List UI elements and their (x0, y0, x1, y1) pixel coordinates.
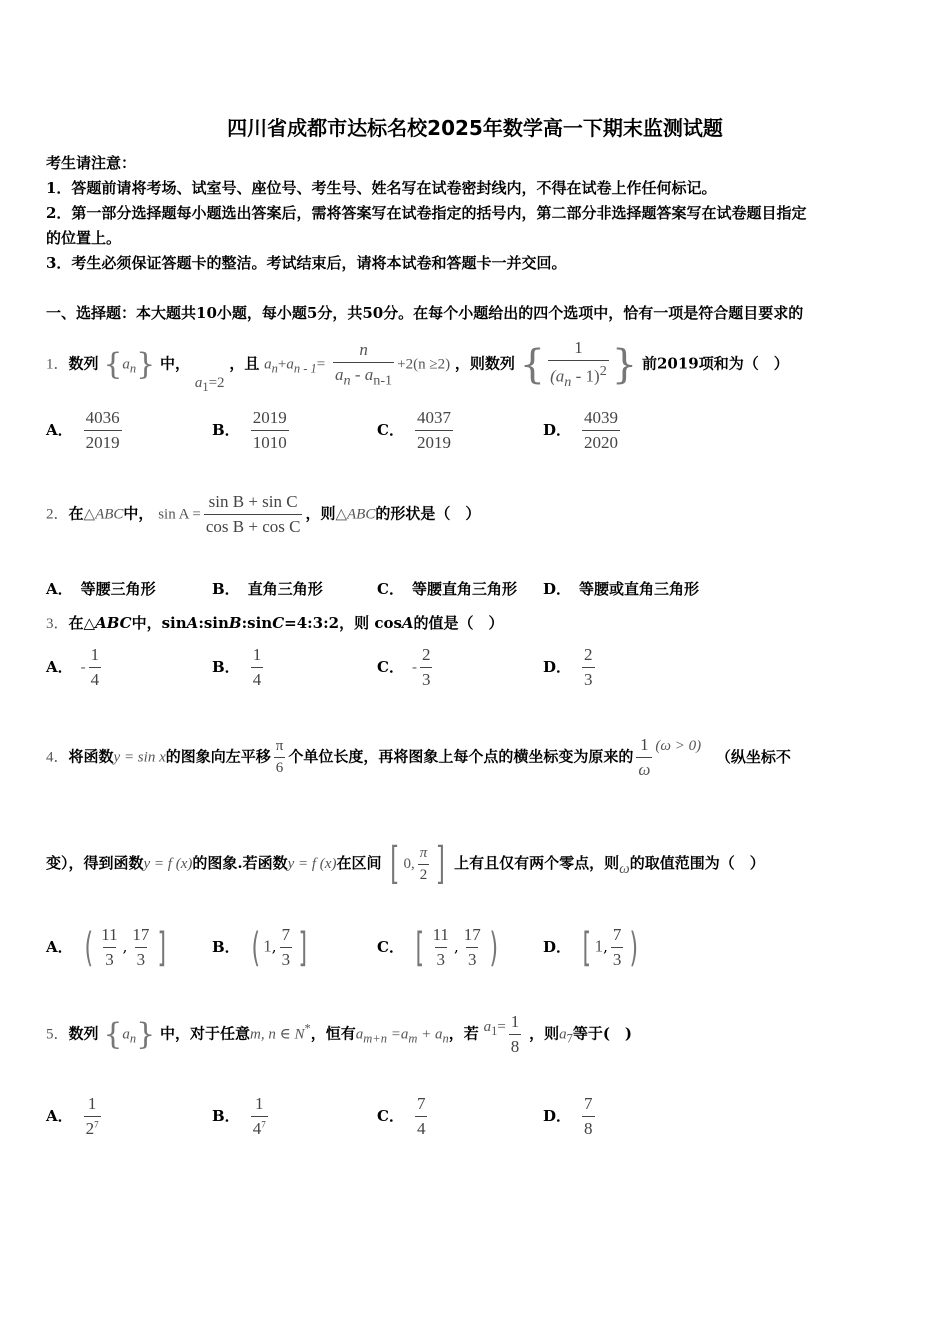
bracket-right: ] (298, 924, 308, 971)
option-a[interactable] (46, 1094, 104, 1139)
math: △ABC (83, 506, 124, 523)
math: - (80, 659, 86, 676)
fraction-numerator: π (275, 738, 284, 754)
q-text: 中， (123, 504, 154, 523)
q-text: 的形状是（ ） (375, 504, 481, 523)
q-text: 前2019项和为（ ） (642, 354, 789, 373)
fraction (611, 925, 624, 970)
question-number: 1． (46, 356, 69, 373)
option-c[interactable] (377, 645, 435, 690)
option-b[interactable]: B． ( 1, $\frac{7}{3}$ ] (212, 924, 308, 971)
fraction (84, 1094, 101, 1139)
q-text: 数列 (68, 1024, 99, 1043)
brace-right: } (136, 1016, 156, 1052)
fraction-numerator: 11 (432, 925, 449, 944)
fraction-denominator: 3 (611, 947, 624, 970)
math-sup: 7 (261, 1119, 266, 1130)
section-heading: 一、选择题：本大题共10小题，每小题5分，共50分。在每个小题给出的四个选项中，恰有一项是符合题目要求的 (46, 304, 804, 322)
option-label: A． (46, 937, 73, 956)
q-text: 中，sin (131, 614, 187, 632)
q-text: 的图象向左平移 (165, 747, 271, 766)
fraction (431, 925, 451, 970)
q-text: ABC (95, 614, 132, 632)
option-label: C． (377, 937, 404, 956)
q-text: ，则 (529, 1024, 560, 1043)
question-5 (46, 1012, 632, 1057)
q-text: 上有且仅有两个零点，则 (454, 854, 620, 872)
math: sin A = (158, 506, 201, 523)
notice-item: 3．考生必须保证答题卡的整洁。考试结束后，请将本试卷和答题卡一并交回。 (46, 254, 567, 272)
fraction-numerator: 7 (584, 1094, 593, 1113)
fraction-numerator: 1 (87, 1094, 97, 1113)
option-label: B． (212, 657, 240, 676)
option-label: A． (46, 657, 73, 676)
math: 0, (403, 856, 415, 872)
math: a (264, 356, 272, 373)
option-label: D． (543, 420, 572, 439)
math: a (559, 1026, 567, 1043)
option-label: A． (46, 420, 73, 439)
fraction (280, 925, 293, 970)
fraction-numerator: 17 (463, 925, 481, 944)
math: 1 (263, 936, 272, 956)
option-d[interactable] (543, 578, 699, 599)
notice-item: 1．答题前请将考场、试室号、座位号、考生号、姓名写在试卷密封线内，不得在试卷上作任何标记。 (46, 179, 717, 197)
q-text: :sin (241, 614, 273, 632)
option-a[interactable]: A． ( $\frac{11}{3}$ , $\frac{17}{3}$ ] (46, 924, 167, 971)
question-4-cont (46, 838, 765, 889)
fraction (130, 925, 151, 970)
option-text: 等腰直角三角形 (411, 580, 517, 598)
fraction-numerator: 1 (254, 1094, 264, 1113)
fraction-denominator: 3 (435, 947, 448, 970)
fraction-numerator: 11 (101, 925, 118, 944)
math: (ω > 0) (655, 737, 702, 754)
q-text: A (401, 614, 414, 632)
option-text: 等腰或直角三角形 (579, 580, 700, 598)
question-4 (46, 735, 791, 780)
math-sub: m (408, 1031, 418, 1046)
notice-item: 的位置上。 (46, 229, 122, 247)
fraction-numerator: 2 (584, 645, 593, 664)
brace-left: { (103, 346, 123, 382)
fraction-numerator: 2019 (252, 408, 287, 427)
math-sub: 1 (491, 1023, 498, 1038)
option-label: B． (212, 580, 240, 598)
fraction-numerator: 7 (281, 925, 291, 944)
math: a (335, 364, 344, 384)
question-3 (46, 612, 504, 633)
fraction-numerator: 17 (132, 925, 150, 944)
math-sup: * (304, 1021, 311, 1036)
fraction-denominator: 1010 (251, 430, 289, 453)
math-sub: n (564, 374, 572, 391)
option-label: A． (46, 580, 73, 598)
fraction-denominator (415, 1116, 428, 1139)
math: a (483, 1018, 492, 1035)
option-label: B． (212, 937, 240, 956)
fraction (582, 1094, 595, 1139)
q-text: （纵坐标不 (715, 747, 791, 766)
fraction-numerator: sin B + sin C (208, 492, 298, 511)
option-text: 等腰三角形 (80, 580, 156, 598)
fraction-denominator: 3 (582, 667, 595, 690)
option-label: D． (543, 1106, 572, 1125)
fraction-denominator: 8 (509, 1034, 522, 1057)
bracket-left: ( (251, 924, 260, 971)
question-2 (46, 492, 480, 537)
q-text: :sin (198, 614, 229, 632)
math-sub: 7 (566, 1031, 573, 1046)
fraction-numerator: 1 (510, 1012, 520, 1031)
math: y = f (x) (143, 856, 193, 872)
math: - (411, 659, 417, 676)
q-text: ，则数列 (454, 354, 515, 373)
question-number: 4． (46, 749, 69, 766)
option-a[interactable] (46, 578, 156, 599)
option-label: C． (377, 580, 404, 598)
fraction (582, 408, 620, 453)
math: - a (350, 364, 374, 384)
option-c[interactable]: C． [ $\frac{11}{3}$ , $\frac{17}{3}$ ) (377, 924, 498, 971)
option-label: B． (212, 1106, 240, 1125)
math: +2(n ≥2) (397, 356, 451, 373)
fraction (418, 845, 430, 884)
notice-heading: 考生请注意： (46, 154, 137, 172)
fraction-numerator: 1 (640, 735, 649, 754)
fraction (582, 645, 595, 690)
fraction (251, 1094, 268, 1139)
math: - 1) (571, 366, 600, 386)
q-text: 数列 (68, 354, 99, 373)
option-b[interactable] (212, 1094, 271, 1139)
fraction-denominator (84, 1116, 101, 1139)
math-sub: n (129, 1031, 137, 1046)
q-text: 变），得到函数 (46, 854, 144, 872)
fraction-numerator: 7 (416, 1094, 426, 1113)
brace-left: { (519, 341, 546, 388)
fraction-numerator: 4039 (584, 408, 619, 427)
math: + a (417, 1026, 443, 1043)
fraction-numerator: n (359, 339, 368, 359)
fraction-numerator: 4037 (416, 408, 451, 427)
fraction-numerator: 7 (612, 925, 622, 944)
q-text: ，则 (305, 504, 336, 523)
math-sub: n (271, 361, 278, 376)
fraction-denominator (333, 362, 394, 389)
q-text: 个单位长度，再将图象上每个点的横坐标变为原来的 (288, 747, 634, 766)
bracket-left: ( (84, 924, 93, 971)
q-text: A (186, 614, 199, 632)
question-number: 3． (46, 616, 69, 632)
fraction (420, 645, 433, 690)
q-text: 在 (68, 504, 84, 523)
option-label: C． (377, 420, 404, 439)
fraction (84, 408, 122, 453)
option-d[interactable] (543, 1094, 598, 1139)
q-text: C (272, 614, 285, 632)
fraction (251, 645, 264, 690)
math: a (355, 1026, 364, 1043)
math-sup: 7 (94, 1119, 99, 1130)
q-text: 将函数 (68, 747, 114, 766)
q-text: 的取值范围为（ ） (629, 854, 765, 872)
fraction-denominator: 2019 (84, 430, 122, 453)
option-b[interactable] (212, 578, 323, 599)
math-sub: n-1 (373, 372, 393, 389)
option-label: B． (212, 420, 240, 439)
math: 2 (85, 1119, 95, 1138)
option-d[interactable]: D． [ 1, $\frac{7}{3}$ ) (543, 924, 639, 971)
math: =2 (208, 374, 225, 391)
q-text: 中， (160, 354, 191, 373)
fraction-denominator: 2019 (415, 430, 453, 453)
fraction-denominator: 2020 (582, 430, 620, 453)
math: (a (550, 366, 565, 386)
bracket-right: ] (157, 924, 167, 971)
math: 4 (416, 1119, 426, 1138)
option-d[interactable] (543, 645, 598, 690)
fraction-denominator: 4 (89, 667, 102, 690)
question-number: 5． (46, 1026, 69, 1043)
fraction-numerator: 1 (252, 645, 262, 664)
math-sub: 1 (202, 379, 209, 394)
fraction-denominator: 3 (280, 947, 293, 970)
fraction-numerator: π (419, 844, 428, 861)
fraction (415, 408, 453, 453)
page-title: 四川省成都市达标名校2025年数学高一下期末监测试题 (227, 116, 723, 140)
q-text: 在区间 (336, 854, 382, 872)
bracket-right: ] (436, 838, 446, 889)
math-sub: m+n (363, 1031, 387, 1046)
fraction-numerator: 1 (90, 645, 100, 664)
fraction (636, 735, 652, 780)
fraction-numerator: 2 (421, 645, 431, 664)
option-a[interactable] (46, 408, 125, 453)
option-label: D． (543, 657, 572, 676)
brace-right: } (611, 341, 638, 388)
bracket-right: ) (489, 924, 498, 971)
fraction-denominator: 3 (420, 667, 433, 690)
option-b[interactable] (212, 645, 266, 690)
math: 8 (584, 1119, 593, 1138)
option-text: 直角三角形 (247, 580, 323, 598)
brace-right: } (136, 346, 156, 382)
fraction (99, 925, 119, 970)
q-text: ，且 (229, 354, 260, 373)
math: a (194, 374, 203, 391)
fraction-denominator: 4 (251, 667, 264, 690)
math: + (277, 356, 287, 373)
notice-item: 2．第一部分选择题每小题选出答案后，需将答案写在试卷指定的括号内，第二部分非选择题答案写在试卷题目指定 (46, 204, 807, 222)
q-text: =4:3:2，则 cos (284, 614, 402, 632)
math: 4 (252, 1119, 262, 1138)
option-label: C． (377, 657, 404, 676)
fraction (509, 1012, 522, 1057)
q-text: B (228, 614, 242, 632)
math-sub: n - 1 (293, 361, 317, 376)
option-c[interactable] (377, 1094, 430, 1139)
q-text: ，若 (448, 1024, 479, 1043)
option-label: D． (543, 580, 572, 598)
brace-left: { (103, 1016, 123, 1052)
math: = (316, 356, 326, 373)
q-text: ，恒有 (310, 1024, 356, 1043)
option-c[interactable] (377, 578, 517, 599)
fraction (251, 408, 289, 453)
fraction-denominator: ω (636, 757, 652, 780)
bracket-left: [ (415, 924, 425, 971)
q-text: 在△ (68, 614, 96, 632)
math: a (286, 356, 294, 373)
fraction (415, 1094, 428, 1139)
math: a (122, 1026, 130, 1043)
option-label: D． (543, 937, 572, 956)
fraction-denominator: 3 (466, 947, 479, 970)
option-d[interactable] (543, 408, 623, 453)
fraction-denominator: cos B + cos C (204, 514, 303, 537)
question-1 (46, 338, 789, 394)
math: m, n ∈ N (250, 1026, 305, 1043)
math-sub: n (343, 372, 351, 389)
math: = (497, 1018, 506, 1035)
fraction-denominator: 3 (135, 947, 148, 970)
fraction (274, 738, 286, 777)
fraction (89, 645, 102, 690)
fraction-denominator (548, 360, 609, 391)
math: 1 (594, 936, 604, 956)
fraction (548, 338, 609, 391)
math: a (122, 356, 130, 373)
fraction-numerator: 4036 (85, 408, 120, 427)
option-label: C． (377, 1106, 404, 1125)
fraction-denominator (251, 1116, 268, 1139)
math-sup: 2 (599, 363, 607, 379)
math: y = f (x) (287, 856, 337, 872)
fraction (204, 492, 303, 537)
bracket-left: [ (582, 924, 592, 971)
q-text: 中，对于任意 (160, 1024, 251, 1043)
option-a[interactable] (46, 645, 104, 690)
fraction (462, 925, 483, 970)
math: y = sin x (113, 749, 166, 766)
math-sub: n (442, 1031, 449, 1046)
fraction-denominator: 2 (418, 864, 430, 884)
q-text: 的值是（ ） (413, 614, 504, 632)
option-b[interactable] (212, 408, 292, 453)
q-text: 等于( ) (572, 1024, 633, 1043)
fraction-denominator (582, 1116, 595, 1139)
fraction-numerator: 1 (574, 338, 583, 357)
math: △ABC (335, 506, 376, 523)
bracket-right: ) (629, 924, 639, 971)
option-label: A． (46, 1106, 73, 1125)
math: ω (619, 861, 630, 877)
question-number: 2． (46, 506, 69, 523)
q-text: 的图象.若函数 (192, 854, 288, 872)
fraction-denominator: 3 (103, 947, 116, 970)
math: =a (386, 1026, 409, 1043)
fraction (333, 340, 394, 389)
option-c[interactable] (377, 408, 456, 453)
math-sub: n (129, 361, 137, 376)
fraction-denominator: 6 (274, 757, 286, 777)
bracket-left: [ (390, 838, 400, 889)
